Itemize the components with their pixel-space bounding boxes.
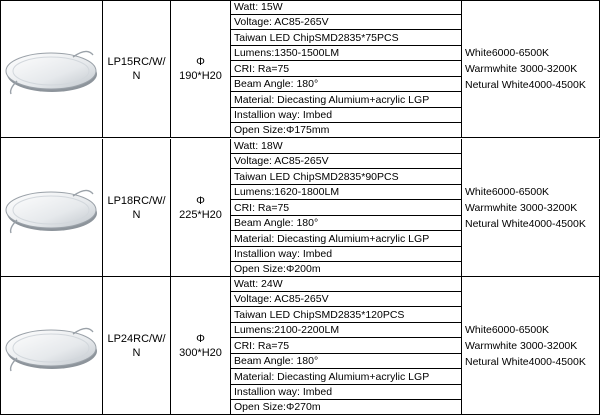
spec-line: Beam Angle: 180° <box>231 354 462 369</box>
spec-line: CRI: Ra=75 <box>231 61 462 77</box>
color-option: Netural White4000-4500K <box>465 217 586 230</box>
led-panel-light-icon <box>3 173 99 243</box>
spec-line: Material: Diecasting Alumium+acrylic LGP <box>231 231 462 247</box>
spec-line: Material: Diecasting Alumium+acrylic LGP <box>231 92 462 108</box>
product-photo <box>0 277 103 415</box>
dimensions: Φ 225*H20 <box>171 139 231 277</box>
spec-line: Voltage: AC85-265V <box>231 15 462 30</box>
spec-line: Open Size:Φ175mm <box>231 123 462 138</box>
spec-line: Installion way: Imbed <box>231 385 462 400</box>
color-option: Warmwhite 3000-3200K <box>465 62 578 75</box>
color-temperature-options <box>462 0 600 138</box>
spec-line: Taiwan LED ChipSMD2835*90PCS <box>231 169 462 185</box>
model-number: LP15RC/W/ N <box>103 0 171 138</box>
color-option: Netural White4000-4500K <box>465 355 586 368</box>
spec-line: CRI: Ra=75 <box>231 338 462 354</box>
spec-line: Watt: 24W <box>231 277 462 292</box>
led-panel-light-icon <box>3 311 99 381</box>
spec-line: Open Size:Φ270m <box>231 400 462 415</box>
spec-line: Lumens:1350-1500LM <box>231 46 462 61</box>
color-option: Warmwhite 3000-3200K <box>465 201 578 214</box>
spec-line: Beam Angle: 180° <box>231 216 462 231</box>
spec-line: CRI: Ra=75 <box>231 200 462 216</box>
spec-line: Lumens:1620-1800LM <box>231 185 462 200</box>
model-number: LP24RC/W/ N <box>103 277 171 415</box>
spec-line: Beam Angle: 180° <box>231 77 462 92</box>
color-option: Warmwhite 3000-3200K <box>465 339 578 352</box>
product-photo <box>0 139 103 277</box>
spec-line: Voltage: AC85-265V <box>231 292 462 307</box>
color-temperature-options <box>462 139 600 277</box>
spec-line: Watt: 18W <box>231 139 462 154</box>
spec-line: Installion way: Imbed <box>231 108 462 123</box>
led-panel-light-icon <box>3 34 99 104</box>
dimensions: Φ 190*H20 <box>171 0 231 138</box>
spec-line: Lumens:2100-2200LM <box>231 323 462 338</box>
model-number: LP18RC/W/ N <box>103 139 171 277</box>
dimensions: Φ 300*H20 <box>171 277 231 415</box>
color-option: White6000-6500K <box>465 185 550 198</box>
spec-line: Taiwan LED ChipSMD2835*120PCS <box>231 307 462 323</box>
spec-line: Watt: 15W <box>231 0 462 15</box>
spec-line: Installion way: Imbed <box>231 247 462 262</box>
color-option: White6000-6500K <box>465 46 550 59</box>
color-option: White6000-6500K <box>465 323 550 336</box>
product-photo <box>0 0 103 138</box>
spec-line: Open Size:Φ200m <box>231 262 462 277</box>
color-option: Netural White4000-4500K <box>465 78 586 91</box>
spec-line: Voltage: AC85-265V <box>231 154 462 169</box>
spec-line: Material: Diecasting Alumium+acrylic LGP <box>231 369 462 385</box>
spec-line: Taiwan LED ChipSMD2835*75PCS <box>231 30 462 46</box>
color-temperature-options <box>462 277 600 415</box>
